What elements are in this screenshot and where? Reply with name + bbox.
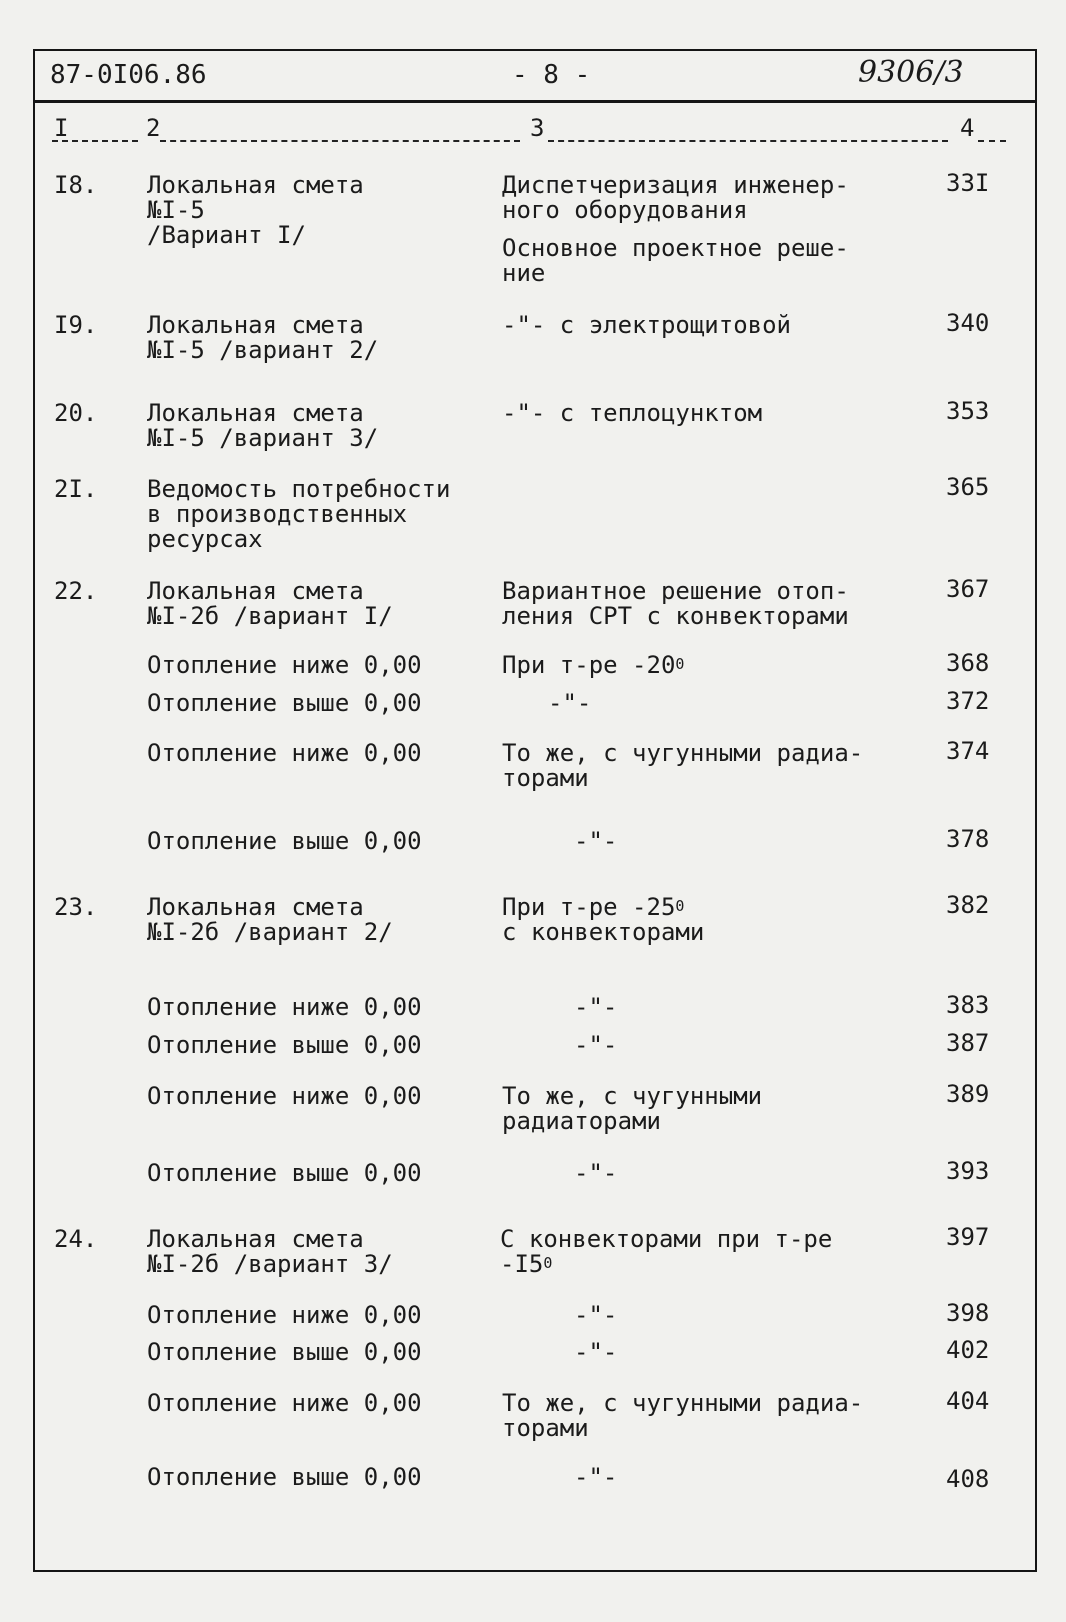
description: То же, с чугунными радиа- <box>502 739 864 767</box>
document-title: Локальная смета <box>147 171 364 199</box>
page-ref: 365 <box>946 473 990 501</box>
document-title: №I-2б /вариант 2/ <box>147 918 393 946</box>
document-title: Локальная смета <box>147 399 364 427</box>
column-header-4: 4 <box>960 114 975 142</box>
page-ref: 383 <box>946 991 990 1019</box>
page-ref: 393 <box>946 1157 990 1185</box>
description: Диспетчеризация инженер- <box>502 171 849 199</box>
page-ref: 374 <box>946 737 990 765</box>
description: торами <box>502 764 589 792</box>
sub-entry-title: Отопление ниже 0,00 <box>147 739 422 767</box>
column-header-2: 2 <box>146 114 161 142</box>
page-ref: 398 <box>946 1299 990 1327</box>
ditto-mark: -"- <box>574 1031 618 1059</box>
document-title: №I-5 /вариант 3/ <box>147 424 379 452</box>
document-title: /Вариант I/ <box>147 221 306 249</box>
ditto-mark: -"- <box>574 993 618 1021</box>
entry-number: 22. <box>54 577 98 605</box>
sub-entry-title: Отопление выше 0,00 <box>147 1338 422 1366</box>
ditto-mark: -"- <box>574 827 618 855</box>
degree-sign: 0 <box>675 655 685 673</box>
description: С конвекторами при т-ре <box>500 1225 833 1253</box>
sub-entry-title: Отопление ниже 0,00 <box>147 993 422 1021</box>
description-text: При т-ре -20 <box>502 651 676 679</box>
description: ние <box>502 259 546 287</box>
page-ref: 387 <box>946 1029 990 1057</box>
description: -"- с теплоцунктом <box>502 399 763 427</box>
ditto-mark: -"- <box>574 1301 618 1329</box>
entry-number: I8. <box>54 171 98 199</box>
page-ref: 389 <box>946 1080 990 1108</box>
header-dash-line <box>52 140 138 142</box>
entry-number: 2I. <box>54 475 98 503</box>
handwritten-reference: 9306/3 <box>858 55 964 90</box>
document-code: 87-0I06.86 <box>50 60 207 90</box>
sub-entry-title: Отопление ниже 0,00 <box>147 1082 422 1110</box>
page-number: - 8 - <box>512 60 591 90</box>
entry-number: 24. <box>54 1225 98 1253</box>
page-ref: 353 <box>946 397 990 425</box>
entry-number: 23. <box>54 893 98 921</box>
header-dash-line <box>160 140 520 142</box>
entry-number: 20. <box>54 399 98 427</box>
document-title: в производственных <box>147 500 408 528</box>
description: ления СРТ с конвекторами <box>502 602 849 630</box>
column-header-3: 3 <box>530 114 545 142</box>
description: торами <box>502 1414 589 1442</box>
header-dash-line <box>978 140 1006 142</box>
page-ref: 378 <box>946 825 990 853</box>
description: То же, с чугунными <box>502 1082 763 1110</box>
entry-number: I9. <box>54 311 98 339</box>
page-ref: 367 <box>946 575 990 603</box>
sub-entry-title: Отопление ниже 0,00 <box>147 1301 422 1329</box>
ditto-mark: -"- <box>574 1159 618 1187</box>
description <box>502 652 684 681</box>
page-ref: 372 <box>946 687 990 715</box>
header-dash-line <box>548 140 948 142</box>
description-text: -I5 <box>500 1250 544 1278</box>
description: ного оборудования <box>502 196 748 224</box>
sub-entry-title: Отопление выше 0,00 <box>147 1463 422 1491</box>
document-title: №I-2б /вариант I/ <box>147 602 393 630</box>
column-header-1: I <box>54 114 69 142</box>
degree-sign: 0 <box>543 1254 553 1272</box>
page-ref: 408 <box>946 1465 990 1493</box>
sub-entry-title: Отопление ниже 0,00 <box>147 651 422 679</box>
ditto-mark: -"- <box>574 1338 618 1366</box>
description-text: При т-ре -25 <box>502 893 676 921</box>
description: То же, с чугунными радиа- <box>502 1389 864 1417</box>
page-ref: 340 <box>946 309 990 337</box>
document-title: ресурсах <box>147 525 263 553</box>
document-title: Локальная смета <box>147 1225 364 1253</box>
page-ref: 402 <box>946 1336 990 1364</box>
document-title: №I-5 <box>147 196 205 224</box>
page-ref: 382 <box>946 891 990 919</box>
page-ref: 33I <box>946 169 990 197</box>
page-ref: 397 <box>946 1223 990 1251</box>
description <box>500 1251 552 1280</box>
document-title: Локальная смета <box>147 577 364 605</box>
sub-entry-title: Отопление ниже 0,00 <box>147 1389 422 1417</box>
description: Вариантное решение отоп- <box>502 577 849 605</box>
document-title: №I-2б /вариант 3/ <box>147 1250 393 1278</box>
degree-sign: 0 <box>675 897 685 915</box>
document-title: №I-5 /вариант 2/ <box>147 336 379 364</box>
document-title: Локальная смета <box>147 893 364 921</box>
description: с конвекторами <box>502 918 705 946</box>
description: Основное проектное реше- <box>502 234 849 262</box>
document-title: Ведомость потребности <box>147 475 451 503</box>
page-ref: 368 <box>946 649 990 677</box>
ditto-mark: -"- <box>548 689 592 717</box>
sub-entry-title: Отопление выше 0,00 <box>147 1159 422 1187</box>
sub-entry-title: Отопление выше 0,00 <box>147 689 422 717</box>
description: -"- с электрощитовой <box>502 311 791 339</box>
document-title: Локальная смета <box>147 311 364 339</box>
ditto-mark: -"- <box>574 1463 618 1491</box>
header-divider <box>33 100 1037 103</box>
sub-entry-title: Отопление выше 0,00 <box>147 827 422 855</box>
sub-entry-title: Отопление выше 0,00 <box>147 1031 422 1059</box>
description: радиаторами <box>502 1107 661 1135</box>
page-ref: 404 <box>946 1387 990 1415</box>
